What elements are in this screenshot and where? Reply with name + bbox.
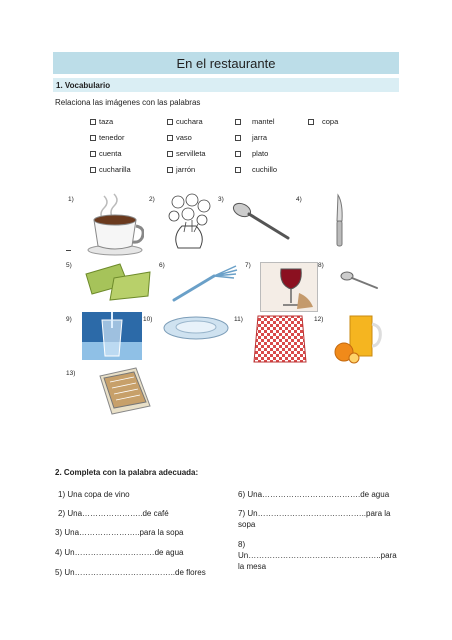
water-glass-icon	[82, 312, 142, 360]
vocab-item-cuenta[interactable]: cuenta	[90, 149, 122, 158]
vocab-item-cuchillo[interactable]: cuchillo	[235, 165, 277, 174]
exercise-7: 7) Un…………………………………..para la sopa	[238, 509, 391, 529]
image-number-2: 2)	[149, 196, 155, 203]
section-vocabulario: 1. Vocabulario	[53, 78, 399, 92]
exercise-2: 2) Una…………………..de café	[58, 509, 169, 518]
plate-icon	[162, 314, 230, 342]
image-number-11: 11)	[234, 316, 243, 323]
exercise-1: 1) Una copa de vino	[58, 490, 130, 499]
checkbox[interactable]	[167, 135, 173, 141]
image-number-9: 9)	[66, 316, 72, 323]
knife-icon	[332, 193, 348, 249]
exercise-4: 4) Un…………………………de agua	[55, 548, 184, 557]
image-number-6: 6)	[159, 262, 165, 269]
teaspoon-icon	[340, 270, 380, 292]
vocab-item-mantel[interactable]: mantel	[235, 117, 275, 126]
bill-icon	[96, 366, 154, 416]
vocab-item-jarra[interactable]: jarra	[235, 133, 267, 142]
coffee-cup-icon	[86, 190, 144, 256]
image-number-4: 4)	[296, 196, 302, 203]
dash-mark	[66, 250, 71, 251]
vocab-item-cuchara[interactable]: cuchara	[167, 117, 203, 126]
exercise-3: 3) Una…………………..para la sopa	[55, 528, 184, 537]
image-number-1: 1)	[68, 196, 74, 203]
checkbox[interactable]	[235, 151, 241, 157]
image-number-8: 8)	[318, 262, 324, 269]
exercise-8: 8) Un…………………………………………..para la mesa	[238, 540, 397, 571]
vocab-item-jarron[interactable]: jarrón	[167, 165, 195, 174]
checkbox[interactable]	[90, 119, 96, 125]
image-number-10: 10)	[143, 316, 153, 323]
vocab-item-plato[interactable]: plato	[235, 149, 268, 158]
checkbox[interactable]	[90, 167, 96, 173]
checkbox[interactable]	[235, 167, 241, 173]
checkbox[interactable]	[308, 119, 314, 125]
image-number-3: 3)	[218, 196, 224, 203]
exercise-6: 6) Una……………………………….de agua	[238, 490, 390, 499]
checkbox[interactable]	[90, 135, 96, 141]
vocab-item-cucharilla[interactable]: cucharilla	[90, 165, 131, 174]
exercise-5: 5) Un………………………………..de flores	[55, 568, 206, 577]
image-number-5: 5)	[66, 262, 72, 269]
vocab-item-vaso[interactable]: vaso	[167, 133, 192, 142]
checkbox[interactable]	[235, 119, 241, 125]
vocab-item-servilleta[interactable]: servilleta	[167, 149, 206, 158]
checkbox[interactable]	[235, 135, 241, 141]
image-number-12: 12)	[314, 316, 324, 323]
wine-glass-icon	[261, 263, 317, 311]
napkin-icon	[84, 262, 154, 302]
wine-glass-image	[260, 262, 318, 312]
spoon-icon	[230, 200, 294, 244]
checkbox[interactable]	[167, 151, 173, 157]
vocab-item-taza[interactable]: taza	[90, 117, 113, 126]
orange-juice-jug-icon	[332, 312, 384, 364]
checkbox[interactable]	[90, 151, 96, 157]
instruction: Relaciona las imágenes con las palabras	[55, 98, 201, 107]
page-title: En el restaurante	[53, 52, 399, 74]
image-number-7: 7)	[245, 262, 251, 269]
section-completa: 2. Completa con la palabra adecuada:	[55, 468, 199, 477]
checkbox[interactable]	[167, 167, 173, 173]
image-number-13: 13)	[66, 370, 76, 377]
flower-vase-icon	[164, 192, 214, 254]
checkbox[interactable]	[167, 119, 173, 125]
vocab-item-copa[interactable]: copa	[308, 117, 338, 126]
fork-icon	[170, 262, 240, 304]
tablecloth-icon	[252, 312, 308, 366]
vocab-item-tenedor[interactable]: tenedor	[90, 133, 124, 142]
